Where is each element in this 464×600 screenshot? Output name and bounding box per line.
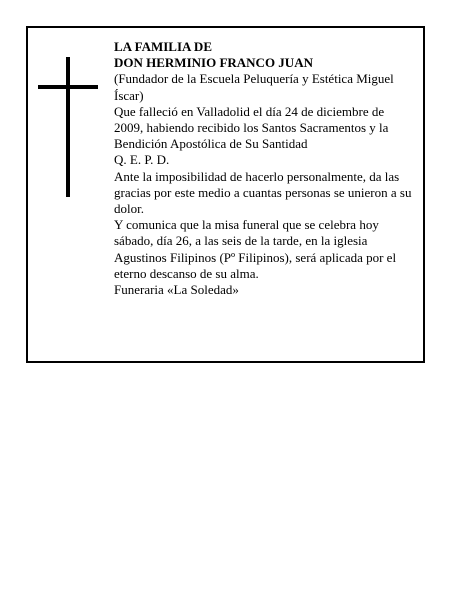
qepd-line: Q. E. P. D. <box>114 152 170 168</box>
notice-text <box>114 39 416 298</box>
cross-horizontal-bar <box>38 85 98 89</box>
notice-heading-family: LA FAMILIA DE <box>114 39 212 54</box>
founder-note: (Fundador de la Escuela Peluquería y Estética Miguel Íscar) <box>114 71 394 103</box>
thanks-paragraph: Ante la imposibilidad de hacerlo personalmente, da las gracias por este medio a cuantas personas se unieron a su dolor. <box>114 168 412 217</box>
death-statement: Que falleció en Valladolid el día 24 de diciembre de 2009, habiendo recibido los Santos Sacramentos y la Bendición Apostólica de Su Santidad <box>114 103 389 152</box>
notice-heading-name: DON HERMINIO FRANCO JUAN <box>114 55 313 71</box>
funeral-home: Funeraria «La Soledad» <box>114 282 239 298</box>
mass-info-paragraph: Y comunica que la misa funeral que se celebra hoy sábado, día 26, a las seis de la tarde, en la iglesia Agustinos Filipinos (Pº Filipinos), será aplicada por el eterno descanso de su alma. <box>114 217 397 281</box>
cross-vertical-bar <box>66 57 70 197</box>
